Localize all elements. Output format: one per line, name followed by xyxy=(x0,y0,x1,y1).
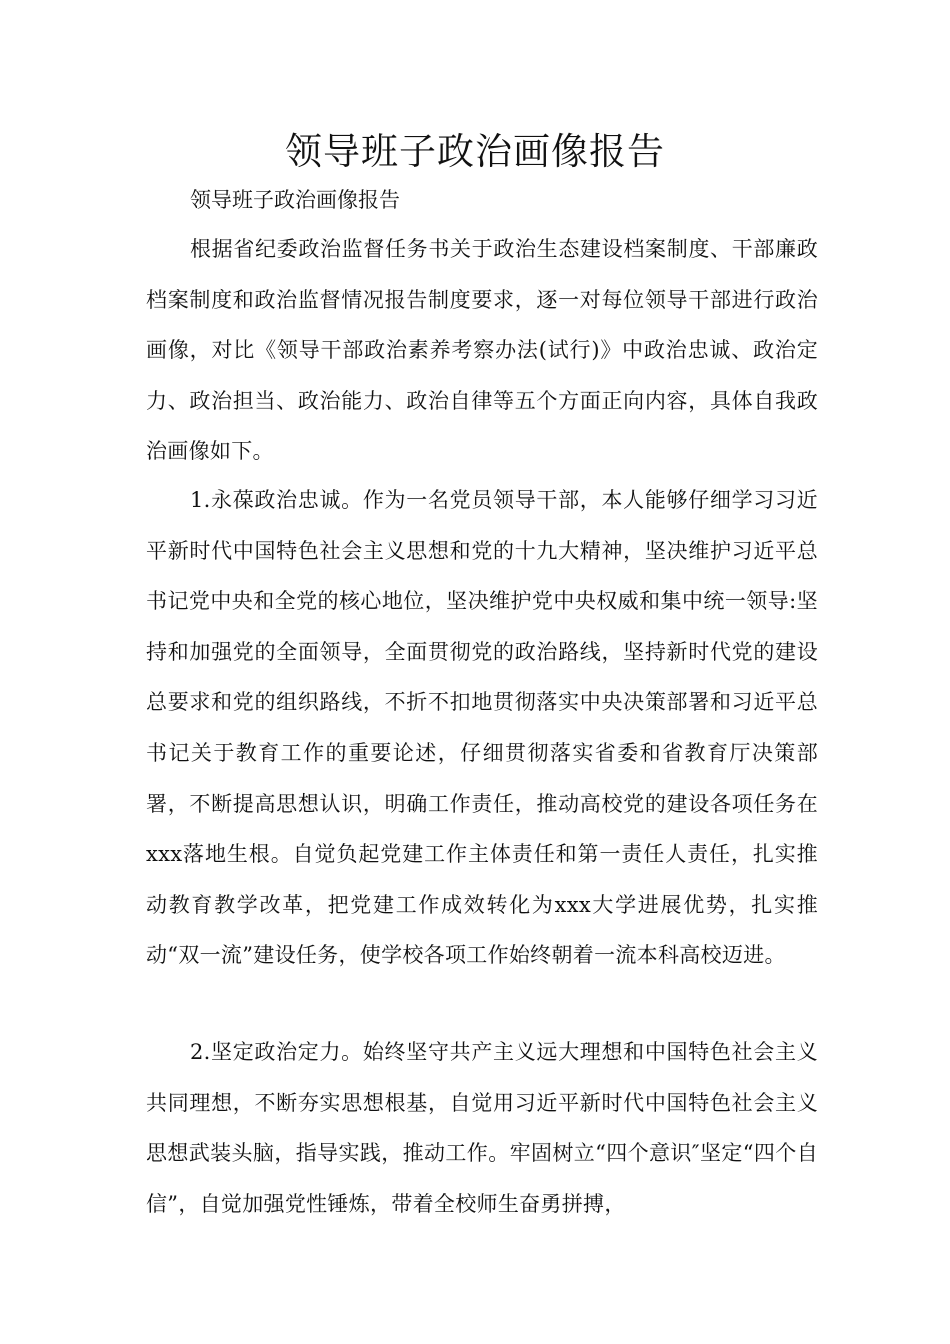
paragraph-intro: 根据省纪委政治监督任务书关于政治生态建设档案制度、干部廉政档案制度和政治监督情况报告制度要求，逐一对每位领导干部进行政治画像，对比《领导干部政治素养考察办法(试行)》中政治忠诚、政治定力、政治担当、政治能力、政治自律等五个方面正向内容，具体自我政治画像如下。 xyxy=(146,237,818,464)
paragraph-political-resolve: 2.坚定政治定力。始终坚守共产主义远大理想和中国特色社会主义共同理想，不断夯实思想根基，自觉用习近平新时代中国特色社会主义思想武装头脑，指导实践，推动工作。牢固树立“四个意识″坚定“四个自信”，自觉加强党性锤炼，带着全校师生奋勇拼搏， xyxy=(146,1040,818,1216)
document-subtitle: 领导班子政治画像报告 xyxy=(190,188,400,212)
paragraph-political-loyalty: 1.永葆政治忠诚。作为一名党员领导干部，本人能够仔细学习习近平新时代中国特色社会主义思想和党的十九大精神，坚决维护习近平总书记党中央和全党的核心地位，坚决维护党中央权威和集中统一领导:坚持和加强党的全面领导，全面贯彻党的政治路线，坚持新时代党的建设总要求和党的组织路线，不折不扣地贯彻落实中央决策部署和习近平总书记关于教育工作的重要论述，仔细贯彻落实省委和省教育厅决策部署，不断提高思想认识，明确工作责任，推动高校党的建设各项任务在xxx落地生根。自觉负起党建工作主体责任和第一责任人责任，扎实推动教育教学改革，把党建工作成效转化为xxx大学进展优势，扎实推动“双一流”建设任务，使学校各项工作始终朝着一流本科高校迈进。 xyxy=(146,488,818,968)
document-title: 领导班子政治画像报告 xyxy=(285,130,665,173)
